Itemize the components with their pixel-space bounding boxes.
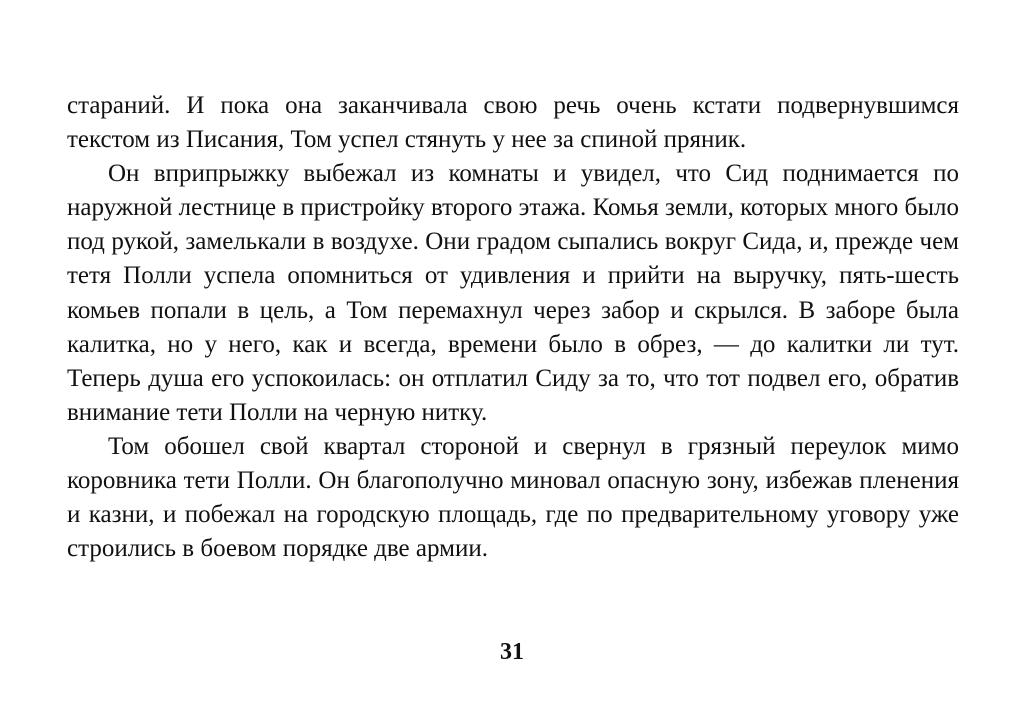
paragraph-continued: стараний. И пока она заканчивала свою речь очень кстати подвернувшимся текстом из Писания, Том успел стянуть у нее за спиной пряник.: [67, 92, 959, 154]
page-number: 31: [500, 639, 524, 665]
paragraph: Том обошел свой квартал стороной и свернул в грязный переулок мимо коровника тети Полли. Он благополучно миновал опасную зону, избежав пленения и казни, и побежал на городскую площадь, где по предварительному уговору уже строились в боевом порядке две армии.: [67, 432, 959, 563]
page-text: [67, 89, 959, 566]
paragraph: Он вприпрыжку выбежал из комнаты и увидел, что Сид поднимается по наружной лестнице в пристройку второго этажа. Комья земли, которых много было под рукой, замелькали в воздухе. Они градом сыпались вокруг Сида, и, прежде чем тетя Полли успела опомниться от удивления и прийти на выручку, пять-шесть комьев попали в цель, а Том перемахнул через забор и скрылся. В заборе была калитка, но у него, как и всегда, времени было в обрез, — до калитки ли тут. Теперь душа его успокоилась: он отплатил Сиду за то, что тот подвел его, обратив внимание тети Полли на черную нитку.: [67, 160, 959, 426]
